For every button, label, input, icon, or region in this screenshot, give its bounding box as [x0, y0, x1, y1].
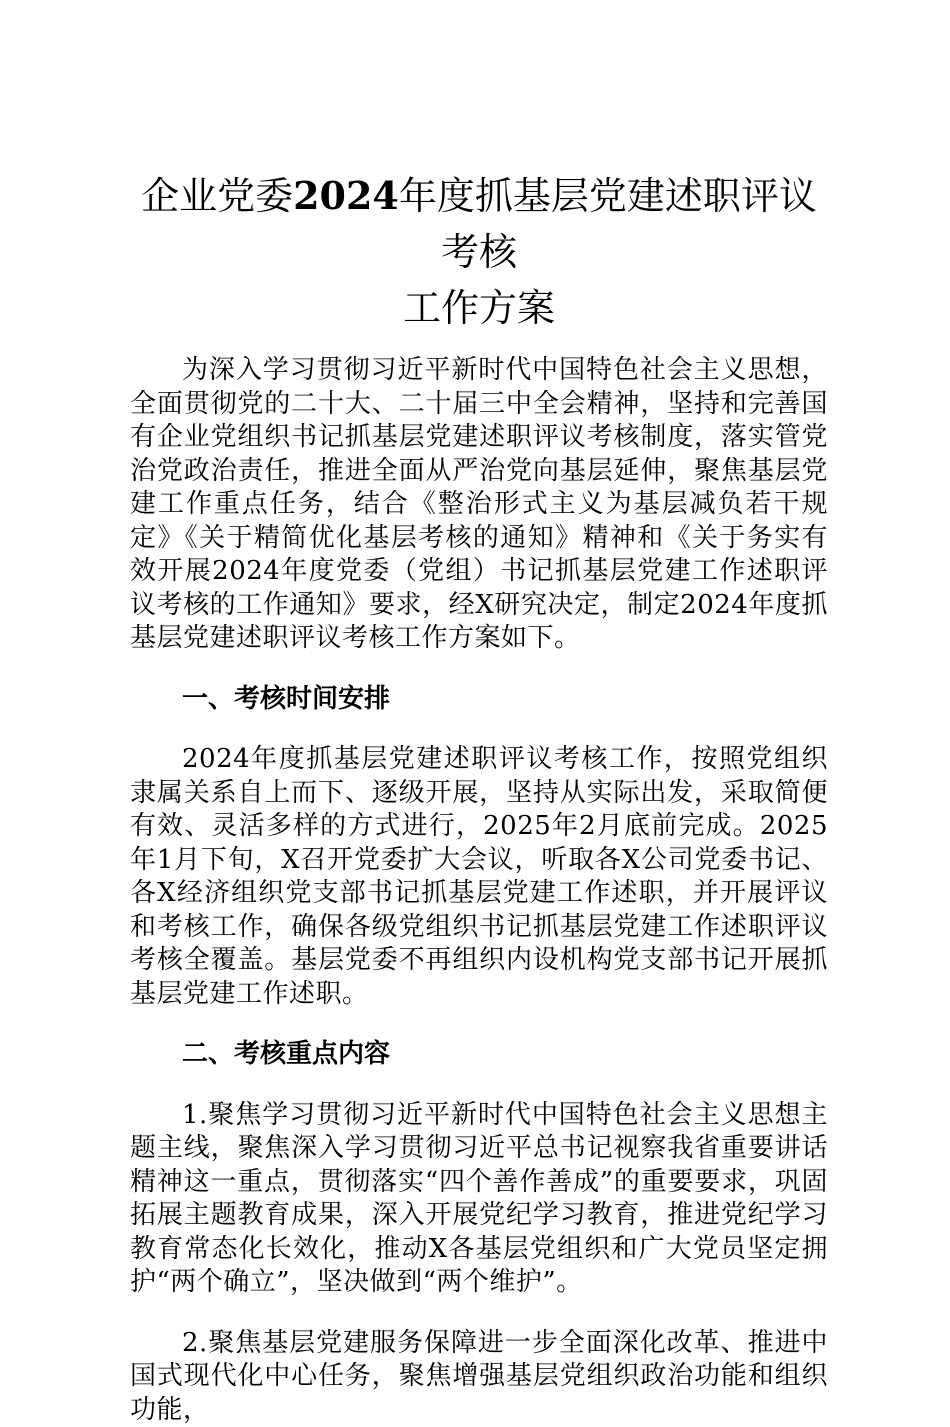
- section-2-item-1: 1.聚焦学习贯彻习近平新时代中国特色社会主义思想主题主线，聚焦深入学习贯彻习近平总书记视察我省重要讲话精神这一重点，贯彻落实“四个善作善成”的重要要求，巩固拓展主题教育成果，深入开展党纪学习教育，推进党纪学习教育常态化长效化，推动X各基层党组织和广大党员坚定拥护“两个确立”，坚决做到“两个维护”。: [130, 1099, 828, 1300]
- title-prefix: 企业党委: [141, 174, 293, 218]
- document-title: [130, 168, 828, 336]
- intro-paragraph: 为深入学习贯彻习近平新时代中国特色社会主义思想，全面贯彻党的二十大、二十届三中全会精神，坚持和完善国有企业党组织书记抓基层党建述职评议考核制度，落实管党治党政治责任，推进全面从严治党向基层延伸，聚焦基层党建工作重点任务，结合《整治形式主义为基层减负若干规定》《关于精简优化基层考核的通知》精神和《关于务实有效开展2024年度党委（党组）书记抓基层党建工作述职评议考核的工作通知》要求，经X研究决定，制定2024年度抓基层党建述职评议考核工作方案如下。: [130, 354, 828, 656]
- section-heading-2: 二、考核重点内容: [130, 1038, 828, 1072]
- section-1-paragraph: 2024年度抓基层党建述职评议考核工作，按照党组织隶属关系自上而下、逐级开展，坚持从实际出发，采取简便有效、灵活多样的方式进行，2025年2月底前完成。2025年1月下旬，X召开党委扩大会议，听取各X公司党委书记、各X经济组织党支部书记抓基层党建工作述职，并开展评议和考核工作，确保各级党组织书记抓基层党建工作述职评议考核全覆盖。基层党委不再组织内设机构党支部书记开展抓基层党建工作述职。: [130, 743, 828, 1011]
- section-heading-1: 一、考核时间安排: [130, 683, 828, 717]
- title-year: 2024: [293, 173, 399, 218]
- title-line-1: [130, 168, 828, 280]
- title-line-2: 工作方案: [130, 280, 828, 336]
- section-2-item-2: 2.聚焦基层党建服务保障进一步全面深化改革、推进中国式现代化中心任务，聚焦增强基层党组织政治功能和组织功能，: [130, 1327, 828, 1427]
- title-suffix: 年度抓基层党建述职评议考核: [399, 174, 817, 274]
